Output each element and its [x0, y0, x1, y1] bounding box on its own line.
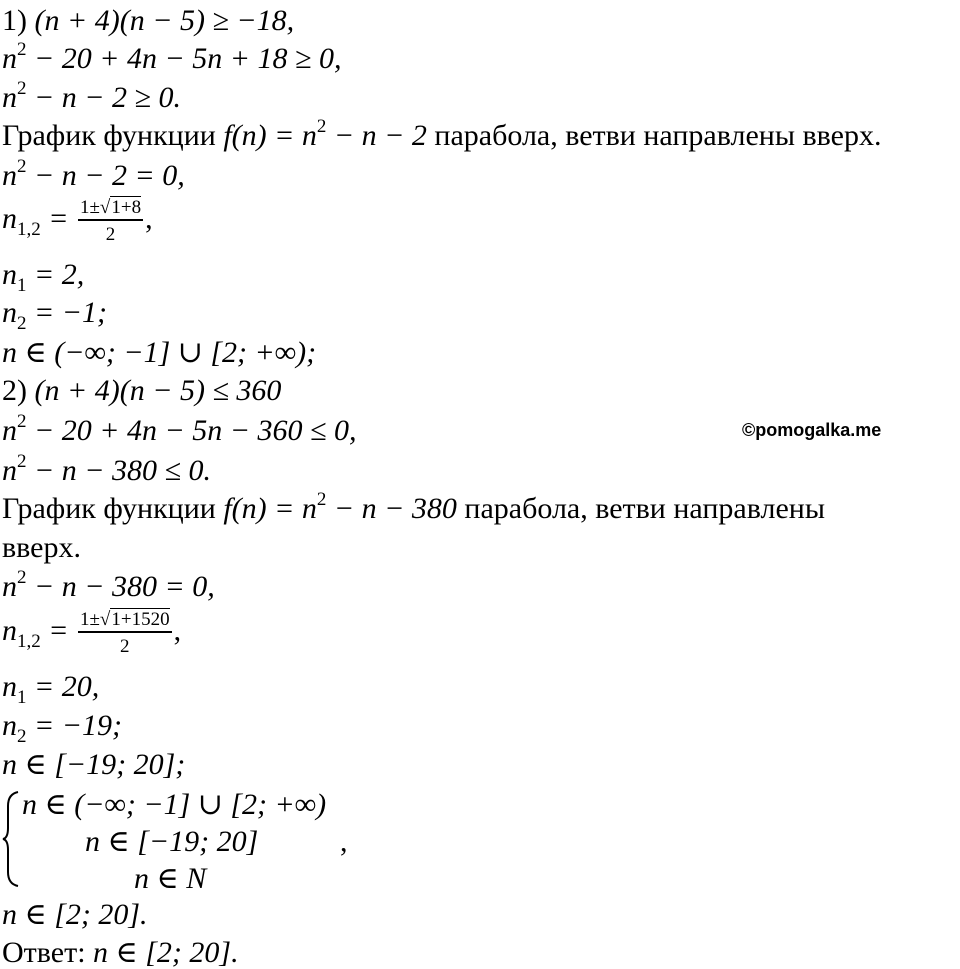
answer-value: n ∈ [2; 20].: [93, 936, 239, 969]
step-2-root-2: $n_2 = -19$;: [2, 709, 122, 747]
step-2-expanded: $n^2 - 20 + 4n - 5n - 360 \le 0$,: [2, 411, 357, 447]
watermark: ©pomogalka.me: [742, 420, 882, 440]
answer-line: [2, 938, 239, 968]
step-1-inequality: [2, 6, 294, 36]
fraction: $\frac{1\pm√1+1520}{2}$: [80, 609, 170, 657]
part-label-2: 2): [2, 374, 35, 407]
step-2-roots-formula: $n_{1,2}$ = $\frac{1\pm√1+1520}{2}$ ,: [2, 609, 182, 657]
math-expression: (n + 4)(n − 5) ≥ −18,: [34, 4, 295, 37]
system-row-1: n ∈ (−∞; −1] ∪ [2; +∞): [22, 788, 327, 821]
step-1-root-2: $n_2 = -1$;: [2, 296, 107, 334]
step-1-root-1: $n_1 = 2$,: [2, 258, 85, 296]
step-1-graph-note: График функции $f(n) = n^2 - n - 2$ парабола, ветви направлены вверх.: [2, 116, 882, 152]
step-2-root-1: $n_1 = 20$,: [2, 670, 100, 708]
step-1-expanded: $n^2 - 20 + 4n - 5n + 18 \ge 0$,: [2, 39, 342, 75]
step-1-simplified: $n^2 - n - 2 \ge 0$.: [2, 78, 181, 114]
step-2-equation: $n^2 - n - 380 = 0$,: [2, 567, 215, 603]
system-brace: [0, 790, 22, 888]
step-2-graph-note: График функции $f(n) = n^2 - n - 380$ парабола, ветви направлены: [2, 489, 825, 525]
step-2-graph-note-cont: вверх.: [2, 531, 81, 564]
final-result: n ∈ [2; 20].: [2, 898, 148, 931]
step-2-solution-set: n ∈ [−19; 20];: [2, 748, 186, 781]
fraction: $\frac{1\pm√1+8}{2}$: [80, 197, 142, 245]
step-1-equation: $n^2 - n - 2 = 0$,: [2, 156, 185, 192]
part-label-1: 1): [2, 4, 35, 37]
system-comma: ,: [340, 825, 348, 858]
system-row-2: n ∈ [−19; 20]: [85, 825, 259, 858]
answer-label: Ответ:: [2, 936, 94, 969]
step-2-inequality: 2) (n + 4)(n − 5) ≤ 360: [2, 374, 282, 407]
step-1-solution-set: n ∈ (−∞; −1] ∪ [2; +∞);: [2, 336, 317, 369]
step-1-roots-formula: $n_{1,2}$ = $\frac{1\pm√1+8}{2}$ ,: [2, 197, 153, 245]
step-2-simplified: $n^2 - n - 380 \le 0$.: [2, 451, 211, 487]
system-row-3: n ∈ N: [134, 862, 207, 895]
